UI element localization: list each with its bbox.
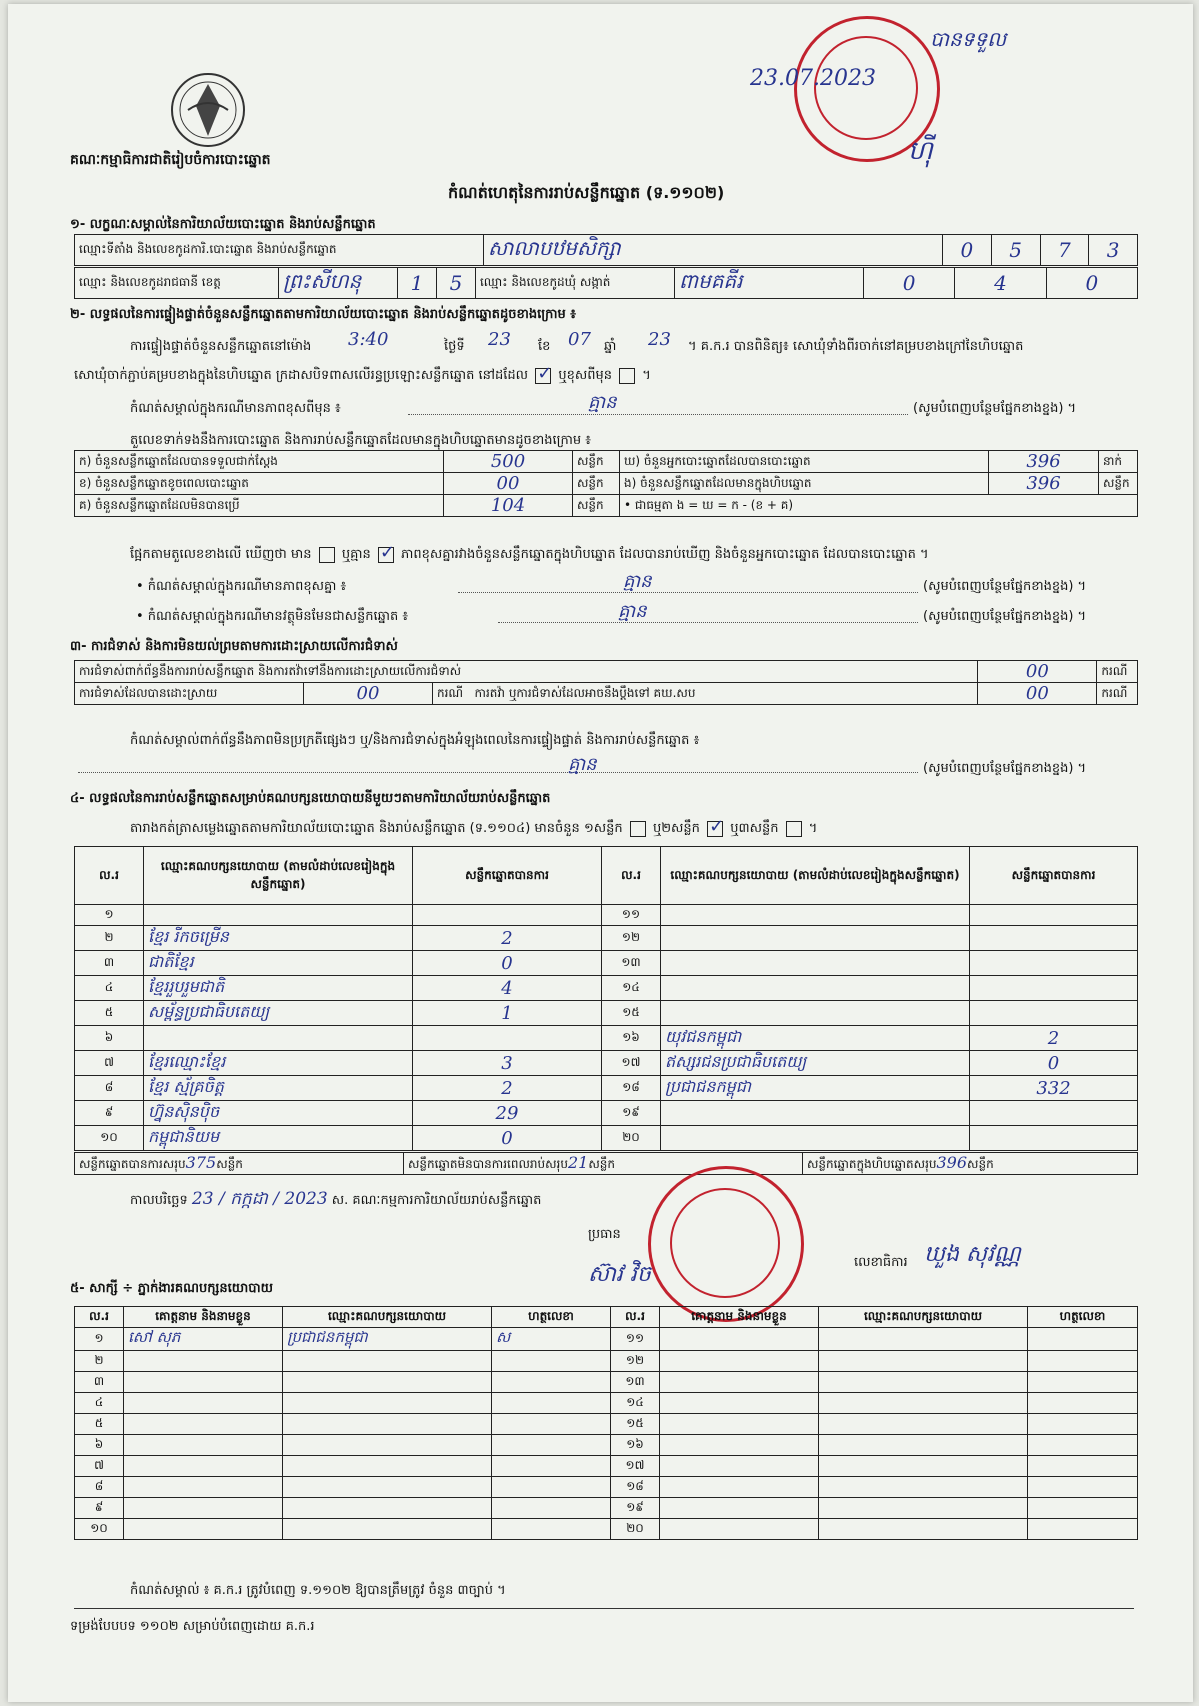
party-cell-party2: [661, 951, 970, 976]
witness-cell-party: [283, 1519, 492, 1540]
party-cell-votes2: [970, 926, 1138, 951]
witness-cell-no: ៣: [75, 1372, 124, 1393]
witness-cell-party: [283, 1498, 492, 1519]
witness-cell-no2: ២០: [611, 1519, 660, 1540]
party-cell-party2: [661, 1001, 970, 1026]
witness-cell-empty: [819, 1456, 1028, 1477]
party-cell-party: ហ្វ៊ុនស៊ិនប៉ិច: [144, 1101, 413, 1126]
witness-cell-no2: ១១: [611, 1328, 660, 1351]
party-cell-party: ខ្មែរ ស្ម័គ្រចិត្ត: [144, 1076, 413, 1101]
witness-cell-no2: ១៤: [611, 1393, 660, 1414]
party-cell-votes2: [970, 1101, 1138, 1126]
page-3-checkbox[interactable]: [786, 821, 802, 837]
witness-cell-no2: ១៣: [611, 1372, 660, 1393]
party-cell-no: ៨: [75, 1076, 144, 1101]
witness-cell-no2: ១២: [611, 1351, 660, 1372]
party-cell-votes: 4: [413, 976, 602, 1001]
party-cell-votes2: [970, 905, 1138, 926]
secretary-signature: ឃួង សុវណ្ណ: [924, 1242, 1021, 1267]
discrepancy-no-checkbox[interactable]: ✓: [379, 541, 395, 563]
received-note: បានទទួល: [930, 27, 1007, 51]
party-cell-votes: 29: [413, 1101, 602, 1126]
witness-cell-empty: [819, 1328, 1028, 1351]
witness-cell-no: ៤: [75, 1393, 124, 1414]
witness-cell-empty: [660, 1519, 819, 1540]
party-row: [75, 1076, 1138, 1101]
witness-cell-name: [124, 1519, 283, 1540]
witness-cell-party: [283, 1477, 492, 1498]
party-cell-votes2: [970, 1001, 1138, 1026]
witness-cell-no: ៦: [75, 1435, 124, 1456]
witness-cell-empty: [1028, 1498, 1138, 1519]
witness-cell-empty: [660, 1498, 819, 1519]
witness-cell-no2: ១៦: [611, 1435, 660, 1456]
witness-cell-empty: [819, 1351, 1028, 1372]
witness-cell-empty: [1028, 1328, 1138, 1351]
witness-cell-name: [124, 1456, 283, 1477]
witness-cell-empty: [819, 1372, 1028, 1393]
witness-row: [75, 1372, 1138, 1393]
party-cell-party: ខ្មែរ រីកចម្រើន: [144, 926, 413, 951]
party-cell-no2: ១៧: [602, 1051, 661, 1076]
party-cell-party2: [661, 1126, 970, 1151]
seal-different-checkbox[interactable]: [619, 368, 635, 384]
witness-cell-empty: [660, 1372, 819, 1393]
party-cell-no: ២: [75, 926, 144, 951]
party-cell-no: ៦: [75, 1026, 144, 1051]
party-cell-votes2: 0: [970, 1051, 1138, 1076]
witness-cell-sig: [492, 1498, 611, 1519]
party-results-table: ល.រ ឈ្មោះគណបក្សនយោបាយ (តាមលំដាប់លេខរៀងក្នុងសន្លឹកឆ្នោត) សន្លឹកឆ្នោតបានការ ល.រ ឈ្មោះគណបក្សនយោបាយ (តាមលំដាប់លេខរៀងក្នុងសន្លឹកឆ្នោត) សន្លឹកឆ្នោតបានការ ១ ១១ ២ ខ្មែរ រីកចម្រើន 2 ១២ ៣ ជាតិខ្មែរ 0 ១៣ ៤ ខ្មែររួបរួមជាតិ 4 ១៤ ៥ សម្ព័ន្ធប្រជាធិបតេយ្យ 1 ១៥ ៦ ១៦ យុវជនកម្ពុជា 2 ៧ ខ្មែរឈ្មោះខ្មែរ 3 ១៧ ឥស្សរជនប្រជាធិបតេយ្យ 0 ៨ ខ្មែរ ស្ម័គ្រចិត្ត 2 ១៨ ប្រជាជនកម្ពុជា 332 ៩ ហ្វ៊ុនស៊ិនប៉ិច 29 ១៩ ១០ កម្ពុជានិយម 0 ២០: [74, 846, 1138, 1151]
witness-cell-party: ប្រជាជនកម្ពុជា: [283, 1328, 492, 1351]
form-code-note: ទម្រង់បែបបទ ១១០២ សម្រាប់បំពេញដោយ គ.ក.រ: [70, 1619, 315, 1634]
section-5-heading: ៥- សាក្សី ÷ ភ្នាក់ងារគណបក្សនយោបាយ: [70, 1281, 273, 1296]
witness-cell-no2: ១៧: [611, 1456, 660, 1477]
witness-cell-empty: [1028, 1477, 1138, 1498]
party-cell-party2: [661, 905, 970, 926]
received-date: 23.07.2023: [750, 66, 876, 91]
witness-cell-name: [124, 1351, 283, 1372]
section-2-heading: ២- លទ្ធផលនៃការផ្ទៀងផ្ទាត់ចំនួនសន្លឹកឆ្នោតតាមការិយាល័យបោះឆ្នោត និងរាប់សន្លឹកឆ្នោតដូចខាងក្រោម ៖: [70, 307, 576, 322]
party-cell-votes2: 2: [970, 1026, 1138, 1051]
witness-row: [75, 1328, 1138, 1351]
witness-cell-no: ៥: [75, 1414, 124, 1435]
witness-cell-name: [124, 1435, 283, 1456]
witness-row: [75, 1414, 1138, 1435]
witness-cell-empty: [660, 1328, 819, 1351]
party-cell-votes: 1: [413, 1001, 602, 1026]
section-3-heading: ៣- ការជំទាស់ និងការមិនយល់ព្រមតាមការដោះស្រាយលើការជំទាស់: [70, 639, 398, 654]
section-1-table: ឈ្មោះទីតាំង និងលេខកូដការិ.បោះឆ្នោត និងរាប់សន្លឹកឆ្នោត សាលាបឋមសិក្សា 0 5 7 3: [74, 234, 1138, 266]
witness-cell-sig: [492, 1414, 611, 1435]
party-cell-votes: 0: [413, 951, 602, 976]
party-cell-party2: ប្រជាជនកម្ពុជា: [661, 1076, 970, 1101]
witness-row: [75, 1477, 1138, 1498]
witness-cell-party: [283, 1456, 492, 1477]
section-4-heading: ៤- លទ្ធផលនៃការរាប់សន្លឹកឆ្នោតសម្រាប់គណបក្សនយោបាយនីមួយៗតាមការិយាល័យរាប់សន្លឹកឆ្នោត: [70, 791, 551, 806]
party-cell-no2: ២០: [602, 1126, 661, 1151]
witness-cell-party: [283, 1372, 492, 1393]
ballot-count-table: ក) ចំនួនសន្លឹកឆ្នោតដែលបានទទួលជាក់ស្តែង 500 សន្លឹក ឃ) ចំនួនអ្នកបោះឆ្នោតដែលបានបោះឆ្នោត 396 នាក់ ខ) ចំនួនសន្លឹកឆ្នោតខូចពេលបោះឆ្នោត 00 សន្លឹក ង) ចំនួនសន្លឹកឆ្នោតដែលមានក្នុងហិបឆ្នោត 396 សន្លឹក គ) ចំនួនសន្លឹកឆ្នោតដែលមិនបានប្រើ 104 សន្លឹក • ជាធម្មតា ង = ឃ = ក - (ខ + គ): [74, 450, 1138, 517]
party-row: [75, 905, 1138, 926]
party-cell-votes: 2: [413, 926, 602, 951]
witness-cell-empty: [1028, 1393, 1138, 1414]
party-row: [75, 1126, 1138, 1151]
party-cell-no2: ១៤: [602, 976, 661, 1001]
party-cell-votes: 0: [413, 1126, 602, 1151]
party-cell-party: ខ្មែរឈ្មោះខ្មែរ: [144, 1051, 413, 1076]
received-signature: ហ៊ី: [908, 136, 933, 166]
witness-row: [75, 1456, 1138, 1477]
witness-cell-empty: [1028, 1435, 1138, 1456]
party-cell-no2: ១១: [602, 905, 661, 926]
witness-cell-empty: [1028, 1456, 1138, 1477]
page-2-checkbox[interactable]: ✓: [709, 815, 725, 837]
party-row: [75, 951, 1138, 976]
party-cell-votes: [413, 1026, 602, 1051]
party-cell-party2: យុវជនកម្ពុជា: [661, 1026, 970, 1051]
page-1-checkbox[interactable]: [630, 821, 646, 837]
witness-row: [75, 1351, 1138, 1372]
nec-emblem-logo: [168, 66, 248, 154]
witness-cell-empty: [1028, 1372, 1138, 1393]
party-cell-votes2: [970, 1126, 1138, 1151]
footer-note: កំណត់សម្គាល់ ៖ គ.ក.រ ត្រូវបំពេញ ទ.១១០២ ឱ្យបានត្រឹមត្រូវ ចំនួន ៣ច្បាប់ ។: [130, 1583, 506, 1598]
witness-cell-name: សៅ សុភ: [124, 1328, 283, 1351]
party-cell-no2: ១៨: [602, 1076, 661, 1101]
witness-cell-no: ៩: [75, 1498, 124, 1519]
party-cell-votes: [413, 905, 602, 926]
witness-row: [75, 1498, 1138, 1519]
witness-cell-party: [283, 1393, 492, 1414]
party-cell-no2: ១៥: [602, 1001, 661, 1026]
province-name: ព្រះសីហនុ: [279, 268, 398, 299]
witness-cell-sig: [492, 1519, 611, 1540]
party-cell-no: ៣: [75, 951, 144, 976]
party-cell-party2: [661, 976, 970, 1001]
witness-cell-empty: [660, 1393, 819, 1414]
discrepancy-yes-checkbox[interactable]: [319, 547, 335, 563]
witness-cell-empty: [819, 1519, 1028, 1540]
witness-cell-name: [124, 1372, 283, 1393]
witness-cell-sig: [492, 1456, 611, 1477]
witness-cell-no2: ១៩: [611, 1498, 660, 1519]
witness-cell-empty: [660, 1435, 819, 1456]
witness-cell-sig: [492, 1351, 611, 1372]
party-cell-party: ជាតិខ្មែរ: [144, 951, 413, 976]
witness-cell-name: [124, 1414, 283, 1435]
party-cell-votes2: 332: [970, 1076, 1138, 1101]
party-cell-party2: ឥស្សរជនប្រជាធិបតេយ្យ: [661, 1051, 970, 1076]
witness-cell-empty: [1028, 1519, 1138, 1540]
chair-signature: ស៊ាវ វិច: [588, 1262, 651, 1287]
party-cell-party2: [661, 1101, 970, 1126]
witness-cell-empty: [819, 1498, 1028, 1519]
witness-row: [75, 1519, 1138, 1540]
witness-row: [75, 1435, 1138, 1456]
party-totals-row: សន្លឹកឆ្នោតបានការសរុប375សន្លឹក សន្លឹកឆ្នោតមិនបានការពេលរាប់សរុប21សន្លឹក សន្លឹកឆ្នោតក្នុងហិបឆ្នោតសរុប396សន្លឹក: [74, 1152, 1138, 1175]
witness-cell-empty: [819, 1435, 1028, 1456]
complaints-table: ការជំទាស់ពាក់ព័ន្ធនឹងការរាប់សន្លឹកឆ្នោត និងការតវ៉ាទៅនឹងការដោះស្រាយលើការជំទាស់ 00 ករណី ការជំទាស់ដែលបានដោះស្រាយ 00 ករណី ការតវ៉ា ឬការជំទាស់ដែលអាចនឹងប្តឹងទៅ គឃ.សប 00 ករណី: [74, 660, 1138, 705]
document-page: គណៈកម្មាធិការជាតិរៀបចំការបោះឆ្នោត បានទទួល 23.07.2023 ហ៊ី កំណត់ហេតុនៃការរាប់សន្លឹកឆ្នោត (ទ.១១០២) ១- លក្ខណៈសម្គាល់នៃការិយាល័យបោះឆ្នោត និងរាប់សន្លឹកឆ្នោត ឈ្មោះទីតាំង និងលេខកូដការិ.បោះឆ្នោត និងរាប់សន្លឹកឆ្នោត សាលាបឋមសិក្សា 0 5 7 3 ឈ្មោះ និងលេខកូដរាជធានី ខេត្ត ព្រះសីហនុ 1 5 ឈ្មោះ និងលេខកូដឃុំ សង្កាត់ ពាមគគីរ 0 4 0 ២- លទ្ធផលនៃការផ្ទៀងផ្ទាត់ចំនួនសន្លឹកឆ្នោតតាមការិយាល័យបោះឆ្នោត និងរាប់សន្លឹកឆ្នោតដូចខាងក្រោម ៖ ការផ្ទៀងផ្ទាត់ចំនួនសន្លឹកឆ្នោតនៅម៉ោង 3:40 ថ្ងៃទី 23 ខែ 07 ឆ្នាំ 23 ។ គ.ក.រ បានពិនិត្យ៖ សោឃុំទាំងពីរចាក់នៅគម្របខាងក្រៅនៃហិបឆ្នោត សោឃុំចាក់ភ្ជាប់គម្របខាងក្នុងនៃហិបឆ្នោត ក្រដាសបិទពាសលើរន្ធប្រឡោះសន្លឹកឆ្នោត នៅដដែល ✓ ឬខុសពីមុន ។ កំណត់សម្គាល់ក្នុងករណីមានភាពខុសពីមុន ៖ គ្មាន (សូមបំពេញបន្ថែមផ្នែកខាងខ្នង) ។ តួលេខទាក់ទងនឹងការបោះឆ្នោត និងការរាប់សន្លឹកឆ្នោតដែលមានក្នុងហិបឆ្នោតមានដូចខាងក្រោម ៖ ក) ចំនួនសន្លឹកឆ្នោតដែលបានទទួលជាក់ស្តែង 500 សន្លឹក ឃ) ចំនួនអ្នកបោះឆ្នោតដែលបានបោះឆ្នោត 396 នាក់ ខ) ចំនួនសន្លឹកឆ្នោតខូចពេលបោះឆ្នោត 00 សន្លឹក ង) ចំនួនសន្លឹកឆ្នោតដែលមានក្នុងហិបឆ្នោត 396 សន្លឹក គ) ចំនួនសន្លឹកឆ្នោតដែលមិនបានប្រើ 104 សន្លឹក • ជាធម្មតា ង = ឃ = ក - (ខ + គ) ផ្អែកតាមតួលេខខាងលើ ឃើញថា មាន ឬគ្មាន ✓ ភាពខុសគ្នារវាងចំនួនសន្លឹកឆ្នោតក្នុងហិបឆ្នោត ដែលបានរាប់ឃើញ និងចំនួនអ្នកបោះឆ្នោត ដែលបានបោះឆ្នោត ។ • កំណត់សម្គាល់ក្នុងករណីមានភាពខុសគ្នា ៖ គ្មាន (សូមបំពេញបន្ថែមផ្នែកខាងខ្នង) ។ • កំណត់សម្គាល់ក្នុងករណីមានវត្ថុមិនមែនជាសន្លឹកឆ្នោត ៖ គ្មាន (សូមបំពេញបន្ថែមផ្នែកខាងខ្នង) ។ ៣- ការជំទាស់ និងការមិនយល់ព្រមតាមការដោះស្រាយលើការជំទាស់ ការជំទាស់ពាក់ព័ន្ធនឹងការរាប់សន្លឹកឆ្នោត និងការតវ៉ាទៅនឹងការដោះស្រាយលើការជំទាស់ 00 ករណី ការជំទាស់ដែលបានដោះស្រាយ 00 ករណី ការតវ៉ា ឬការជំទាស់ដែលអាចនឹងប្តឹងទៅ គឃ.សប 00 ករណី កំណត់សម្គាល់ពាក់ព័ន្ធនឹងភាពមិនប្រក្រតីផ្សេងៗ ឬ/និងការជំទាស់ក្នុងអំឡុងពេលនៃការផ្ទៀងផ្ទាត់ និងការរាប់សន្លឹកឆ្នោត ៖ គ្មាន (សូមបំពេញបន្ថែមផ្នែកខាងខ្នង) ។ ៤- លទ្ធផលនៃការរាប់សន្លឹកឆ្នោតសម្រាប់គណបក្សនយោបាយនីមួយៗតាមការិយាល័យរាប់សន្លឹកឆ្នោត តារាងកត់ត្រាសម្លេងឆ្នោតតាមការិយាល័យបោះឆ្នោត និងរាប់សន្លឹកឆ្នោត (ទ.១១០៤) មានចំនួន ១សន្លឹក ឬ២សន្លឹក ✓ ឬ៣សន្លឹក ។ ល.រ ឈ្មោះគណបក្សនយោបាយ (តាមលំដាប់លេខរៀងក្នុងសន្លឹកឆ្នោត) សន្លឹកឆ្នោតបានការ ល.រ ឈ្មោះគណបក្សនយោបាយ (តាមលំដាប់លេខរៀងក្នុងសន្លឹកឆ្នោត) សន្លឹកឆ្នោតបានការ ១ ១១ ២ ខ្មែរ រីកចម្រើន 2 ១២ ៣ ជាតិខ្មែរ 0 ១៣ ៤ ខ្មែររួបរួមជាតិ 4 ១៤ ៥ សម្ព័ន្ធប្រជាធិបតេយ្យ 1 ១៥ ៦ ១៦ យុវជនកម្ពុជា 2 ៧ ខ្មែរឈ្មោះខ្មែរ 3 ១៧ ឥស្សរជនប្រជាធិបតេយ្យ 0 ៨ ខ្មែរ ស្ម័គ្រចិត្ត 2 ១៨ ប្រជាជនកម្ពុជា 332 ៩ ហ្វ៊ុនស៊ិនប៉ិច 29 ១៩ ១០ កម្ពុជានិយម 0 ២០ សន្លឹកឆ្នោតបានការសរុប375សន្លឹក សន្លឹកឆ្នោតមិនបានការពេលរាប់សរុប21សន្លឹក សន្លឹកឆ្នោតក្នុងហិបឆ្នោតសរុប396សន្លឹក កាលបរិច្ឆេទ 23 / កក្កដា / 2023 ស. គណៈកម្មការការិយាល័យរាប់សន្លឹកឆ្នោត ប្រធាន ស៊ាវ វិច លេខាធិការ ឃួង សុវណ្ណ ៥- សាក្សី ÷ ភ្នាក់ងារគណបក្សនយោបាយ ល.រ គោត្តនាម និងនាមខ្លួន ឈ្មោះគណបក្សនយោបាយ ហត្ថលេខា ល.រ គោត្តនាម និងនាមខ្លួន ឈ្មោះគណបក្សនយោបាយ ហត្ថលេខា ១ សៅ សុភ ប្រជាជនកម្ពុជា ស ១១ ២ ១២ ៣ ១៣ ៤ ១៤ ៥ ១៥ ៦ ១៦ ៧ ១៧ ៨ ១៨ ៩ ១៩ ១០ ២០ កំណត់សម្គាល់ ៖ គ.ក.រ ត្រូវបំពេញ ទ.១១០២ ឱ្យបានត្រឹមត្រូវ ចំនួន ៣ច្បាប់ ។ ទម្រង់បែបបទ ១១០២ សម្រាប់បំពេញដោយ គ.ក.រ: [8, 4, 1193, 1702]
party-cell-party: [144, 905, 413, 926]
witness-cell-sig: [492, 1372, 611, 1393]
witness-table: ល.រ គោត្តនាម និងនាមខ្លួន ឈ្មោះគណបក្សនយោបាយ ហត្ថលេខា ល.រ គោត្តនាម និងនាមខ្លួន ឈ្មោះគណបក្សនយោបាយ ហត្ថលេខា ១ សៅ សុភ ប្រជាជនកម្ពុជា ស ១១ ២ ១២ ៣ ១៣ ៤ ១៤ ៥ ១៥ ៦ ១៦ ៧ ១៧ ៨ ១៨ ៩ ១៩ ១០ ២០: [74, 1306, 1138, 1540]
party-cell-no: ៩: [75, 1101, 144, 1126]
witness-cell-empty: [1028, 1414, 1138, 1435]
witness-cell-empty: [660, 1477, 819, 1498]
party-cell-no: ៥: [75, 1001, 144, 1026]
witness-cell-no2: ១៥: [611, 1414, 660, 1435]
witness-cell-sig: [492, 1435, 611, 1456]
witness-cell-empty: [660, 1414, 819, 1435]
party-row: [75, 976, 1138, 1001]
witness-cell-no: ២: [75, 1351, 124, 1372]
party-cell-votes2: [970, 951, 1138, 976]
commune-name: ពាមគគីរ: [675, 268, 864, 299]
party-cell-party: កម្ពុជានិយម: [144, 1126, 413, 1151]
party-cell-no: ១០: [75, 1126, 144, 1151]
party-cell-no: ១: [75, 905, 144, 926]
verify-time: 3:40: [348, 329, 389, 350]
witness-cell-no: ៨: [75, 1477, 124, 1498]
party-row: [75, 1026, 1138, 1051]
party-cell-votes: 3: [413, 1051, 602, 1076]
party-cell-no: ៧: [75, 1051, 144, 1076]
party-row: [75, 1051, 1138, 1076]
witness-cell-sig: [492, 1477, 611, 1498]
witness-cell-party: [283, 1351, 492, 1372]
witness-cell-sig: [492, 1393, 611, 1414]
party-cell-party2: [661, 926, 970, 951]
witness-cell-name: [124, 1477, 283, 1498]
party-cell-party: សម្ព័ន្ធប្រជាធិបតេយ្យ: [144, 1001, 413, 1026]
polling-station-name: សាលាបឋមសិក្សា: [484, 235, 943, 266]
witness-cell-empty: [819, 1414, 1028, 1435]
witness-cell-party: [283, 1414, 492, 1435]
party-cell-no2: ១៩: [602, 1101, 661, 1126]
commission-name: គណៈកម្មាធិការជាតិរៀបចំការបោះឆ្នោត: [70, 152, 271, 168]
witness-cell-name: [124, 1498, 283, 1519]
witness-cell-empty: [819, 1477, 1028, 1498]
witness-cell-sig: ស: [492, 1328, 611, 1351]
witness-row: [75, 1393, 1138, 1414]
party-row: [75, 926, 1138, 951]
form-title: កំណត់ហេតុនៃការរាប់សន្លឹកឆ្នោត (ទ.១១០២): [448, 183, 725, 202]
section-1-table-row2: ឈ្មោះ និងលេខកូដរាជធានី ខេត្ត ព្រះសីហនុ 1 5 ឈ្មោះ និងលេខកូដឃុំ សង្កាត់ ពាមគគីរ 0 4 0: [74, 267, 1138, 299]
party-cell-no: ៤: [75, 976, 144, 1001]
party-cell-party: ខ្មែររួបរួមជាតិ: [144, 976, 413, 1001]
party-cell-no2: ១៣: [602, 951, 661, 976]
witness-cell-empty: [660, 1351, 819, 1372]
witness-cell-empty: [819, 1393, 1028, 1414]
party-cell-votes: 2: [413, 1076, 602, 1101]
witness-cell-empty: [1028, 1351, 1138, 1372]
party-cell-no2: ១៦: [602, 1026, 661, 1051]
section-1-heading: ១- លក្ខណៈសម្គាល់នៃការិយាល័យបោះឆ្នោត និងរាប់សន្លឹកឆ្នោត: [70, 217, 376, 232]
seal-same-checkbox[interactable]: ✓: [537, 362, 553, 384]
party-row: [75, 1001, 1138, 1026]
party-cell-votes2: [970, 976, 1138, 1001]
party-cell-party: [144, 1026, 413, 1051]
witness-cell-no: ១០: [75, 1519, 124, 1540]
witness-cell-party: [283, 1435, 492, 1456]
witness-cell-no: ១: [75, 1328, 124, 1351]
witness-cell-no2: ១៨: [611, 1477, 660, 1498]
party-row: [75, 1101, 1138, 1126]
witness-cell-empty: [660, 1456, 819, 1477]
party-cell-no2: ១២: [602, 926, 661, 951]
witness-cell-name: [124, 1393, 283, 1414]
witness-cell-no: ៧: [75, 1456, 124, 1477]
